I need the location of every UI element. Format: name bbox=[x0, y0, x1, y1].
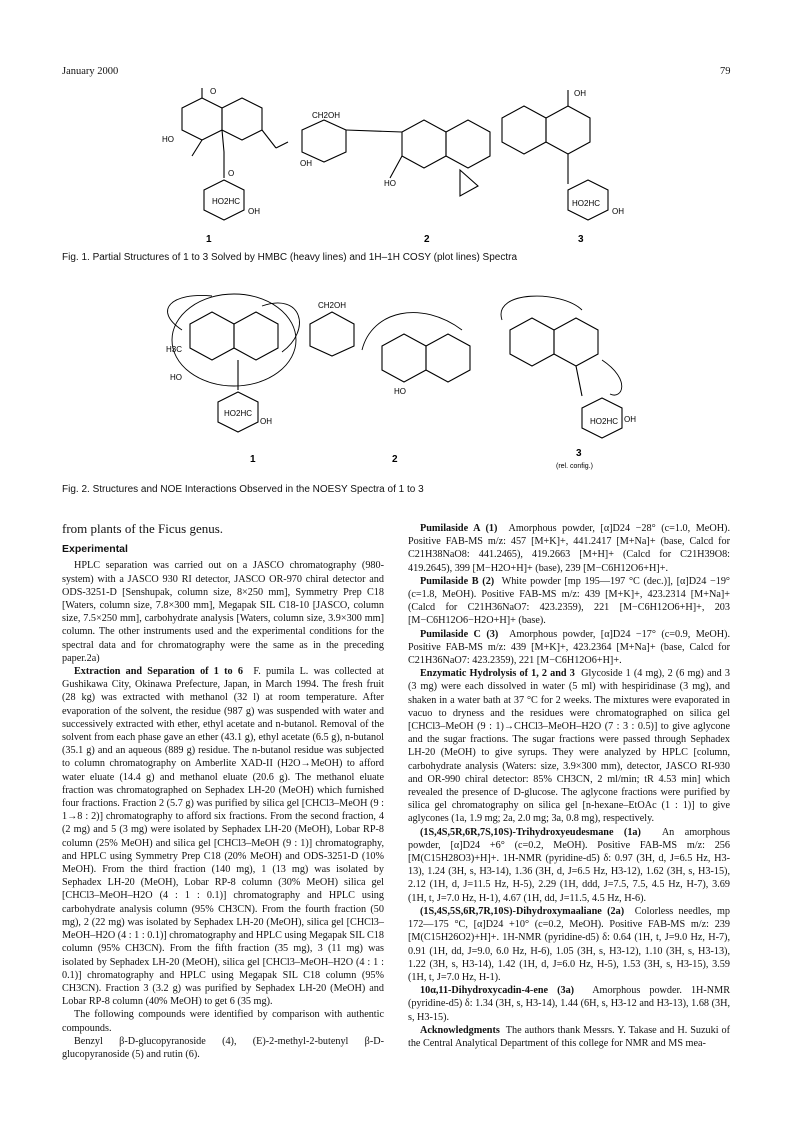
c1-label-oh: O bbox=[210, 87, 217, 96]
figure-1-caption: Fig. 1. Partial Structures of 1 to 3 Solved by HMBC (heavy lines) and 1H–1H COSY (plot lines) Spectra bbox=[62, 252, 518, 263]
f2-c1-label-oh: OH bbox=[260, 417, 272, 426]
compound-2a-text: Colorless needles, mp 172—175 °C, [α]D24 +10° (c=0.2, MeOH). Positive FAB-MS m/z: 239 [M(C15H26O2)+H]+. 1H-NMR (pyridine-d5) δ: 0.64 (1H, t, J=9.0 Hz, H-7), 0.91 (1H, dd, J=9.0, 6.0 Hz, H-6), 1.05 (3H, s, H3-12), 1.10 (3H, s, H3-13), 1.22 (3H, s, H3-14), 1.42 (1H, d, J=6.0 Hz, H-5), 1.53 (3H, s, H3-15), 3.59 (1H, t, J=7.0 Hz, H-1). bbox=[408, 905, 730, 983]
fig2-rel-config: (rel. config.) bbox=[556, 463, 593, 470]
c1-label-o: O bbox=[228, 169, 235, 178]
extraction-paragraph: F. pumila L. was collected at Gushikawa City, Okinawa Prefecture, Japan, in March 1994. The fresh fruit (28 kg) was extracted with methanol (32 l) at room temperature. After evaporation of the solvent, the residue (987 g) was suspended with water and successively extracted with ether, ethyl acetate and n-butanol. Removal of the solvent from each phase gave an ether (43.1 g), ethyl acetate (6.5 g), n-butanol (35.1 g) and an aqueous (889 g) residue. The n-butanol residue was subjected to column chromatography on Amberlite XAD-II (H2O→MeOH) to afford water eluate (14.4 g) and methanol eluate (20.6 g). The methanol eluate fraction was chromatographed on Sephadex LH-20 (MeOH) which furnished four fractions. Fraction 2 (5.7 g) was purified by silica gel [CHCl3–MeOH (9 : 1→8 : 2)] chromatography to afford six fractions. From the second fraction, 4 (2 mg) and 5 (3 mg) were isolated by Sephadex LH-20 (MeOH), Lobar RP-8 column (25% MeOH) and silica gel [CHCl3–MeOH (9 : 1)] chromatography, and HPLC using Symmetry Prep C18 (20% MeOH) and ODS-3251-D (10% MeOH). From the third fraction (140 mg), 1 (13 mg) was isolated by Sephadex LH-20 (MeOH), Lobar RP-8 column (30% MeOH) silica gel [CHCl3–MeOH–H2O (4 : 1 : 0.1)] chromatography and HPLC using carbohydrate analysis column (95% CH3CN). From the fourth fraction (50 mg), 2 (22 mg) was isolated by Sephadex LH-20 (MeOH), silica gel [CHCl3–MeOH–H2O (4 : 1 : 0.1)] chromatography and HPLC using Megapak SIL C18 column (95% CH3CN). From the fifth fraction (35 mg), 3 (11 mg) was isolated by Sephadex LH-20 (MeOH), silica gel [CHCl3–MeOH–H2O (4 : 1 : 0.1)] chromatography and HPLC using Megapak SIL C18 column (95% CH3CN). Fraction 3 (3.2 g) was purified by Sephadex LH-20 (MeOH) and Lobar RP-8 column (40% MeOH) to get 6 (35 mg). bbox=[62, 666, 384, 1008]
fig1-label-2: 2 bbox=[424, 234, 430, 245]
right-column bbox=[408, 522, 730, 1050]
f2-c3-label-ho2hc: HO2HC bbox=[590, 417, 619, 426]
compound-2a-heading: (1S,4S,5S,6R,7R,10S)-Dihydroxymaaliane (2a) bbox=[420, 905, 625, 917]
pumilaside-a-heading: Pumilaside A (1) bbox=[420, 523, 498, 534]
figure-1 bbox=[62, 86, 732, 248]
compound-1a-heading: (1S,4S,5R,6R,7S,10S)-Trihydroxyeudesmane (1a) bbox=[420, 826, 641, 838]
figure-1-structures bbox=[62, 86, 732, 248]
c3-label-oh: OH bbox=[574, 89, 586, 98]
pumilaside-b-text: White powder [mp 195—197 °C (dec.)], [α]D24 −19° (c=1.8, MeOH). Positive FAB-MS m/z: 439 [M+K]+, 423.2314 [M+Na]+ (Calcd for C21H36NaO7: 423.2359), 221 [M−C6H12O6+H]+, 203 [M−C6H12O6−H2O+H]+ (base). bbox=[408, 575, 730, 627]
c2-sugar-ring bbox=[302, 120, 346, 162]
c2-label-oh: OH bbox=[300, 159, 312, 168]
benzyl-paragraph: Benzyl β-D-glucopyranoside (4), (E)-2-methyl-2-butenyl β-D-glucopyranoside (5) and rutin (6). bbox=[62, 1035, 384, 1060]
figure-2 bbox=[62, 290, 732, 472]
enzymatic-heading: Enzymatic Hydrolysis of 1, 2 and 3 bbox=[420, 668, 575, 680]
extraction-heading: Extraction and Separation of 1 to 6 bbox=[74, 666, 243, 678]
page-number: 79 bbox=[720, 66, 731, 77]
c2-label-ch2oh: CH2OH bbox=[312, 111, 341, 120]
acknowledgments-heading: Acknowledgments bbox=[420, 1024, 500, 1036]
fig2-label-1: 1 bbox=[250, 454, 256, 465]
c3-label-ho2hc: HO2HC bbox=[572, 199, 601, 208]
acknowledgments-text: The authors thank Messrs. Y. Takase and H. Suzuki of the Central Analytical Department of this college for NMR and MS mea- bbox=[408, 1024, 731, 1049]
fig2-label-3: 3 bbox=[576, 448, 582, 459]
f2-c1-label-ho: HO bbox=[170, 373, 182, 382]
c3-ring-b bbox=[546, 106, 590, 154]
f2-c1-label-h3c: H3C bbox=[166, 345, 183, 354]
c2-label-ho: HO bbox=[384, 179, 396, 188]
f2-c3-label-oh: OH bbox=[624, 415, 636, 424]
c2-ring-b bbox=[446, 120, 490, 168]
c3-ring-a bbox=[502, 106, 546, 154]
f2-c1-label-ho2hc: HO2HC bbox=[224, 409, 253, 418]
c1-label-ho: HO bbox=[162, 135, 174, 144]
figure-2-structures bbox=[62, 290, 732, 472]
compound-3a-heading: 10α,11-Dihydroxycadin-4-ene (3a) bbox=[420, 985, 575, 997]
running-header-date: January 2000 bbox=[62, 66, 119, 77]
c1-ring-b bbox=[222, 98, 262, 140]
f2-c2-label-ch2oh: CH2OH bbox=[318, 301, 347, 310]
left-column bbox=[62, 522, 384, 1061]
pumilaside-b-heading: Pumilaside B (2) bbox=[420, 575, 495, 587]
c1-ring-a bbox=[182, 98, 222, 140]
c2-ring-a bbox=[402, 120, 446, 168]
lead-sentence: from plants of the Ficus genus. bbox=[62, 521, 224, 536]
compounds-paragraph: The following compounds were identified by comparison with authentic compounds. bbox=[62, 1009, 384, 1034]
experimental-heading: Experimental bbox=[62, 543, 128, 556]
pumilaside-a-text: Amorphous powder, [α]D24 −28° (c=1.0, MeOH). Positive FAB-MS m/z: 457 [M+K]+, 441.2417 [M+Na]+ (base, Calcd for C21H38NaO8: 441.2465), 419.2663 [M+H]+ (Calcd for C21H39O8: 419.2645), 399 [M−H2O+H]+ (base), 239 [M−C6H12O6+H]+. bbox=[408, 523, 730, 574]
pumilaside-c-text: Amorphous powder, [α]D24 −17° (c=0.9, MeOH). Positive FAB-MS m/z: 439 [M+K]+, 423.2364 [M+Na]+ (base, Calcd for C21H36NaO7: 423.2359), 221 [M−C6H12O6+H]+. bbox=[408, 628, 730, 667]
c1-label-oh2: OH bbox=[248, 207, 260, 216]
experimental-paragraph: HPLC separation was carried out on a JASCO chromatography (980-system) with a JASCO 930 RI detector, JASCO OR-970 chiral detector and ODS-3251-D [Senshupak, column size, 8×250 mm], Symmetry Prep C18 [Waters, column size, 7.8×300 mm], Megapak SIL C18-10 [JASCO, column size, 7.5×250 mm], carbohydrate analysis [Waters, column size, 3.9×300 mm] column. The other instruments used and the experimental conditions for the spectral data and for chromatography were the same as in the preceding paper.2a) bbox=[62, 560, 384, 664]
compound-1a-text: An amorphous powder, [α]D24 +6° (c=0.2, MeOH). Positive FAB-MS m/z: 256 [M(C15H28O3)+H]+. 1H-NMR (pyridine-d5) δ: 0.97 (3H, d, J=6.5 Hz, H3-13), 1.24 (3H, s, H3-14), 1.36 (3H, d, J=6.5 Hz, H3-12), 1.62 (3H, s, H3-15), 2.12 (1H, d, J=11.5 Hz, H-5), 2.29 (1H, ddd, J=7.5, 7.5, 4.5 Hz, H-7), 3.69 (1H, t, J=7.0 Hz, H-1), 4.67 (1H, dd, J=11.5, 4.5 Hz, H-6). bbox=[408, 826, 730, 904]
fig2-label-2: 2 bbox=[392, 454, 398, 465]
compound-3a-text: Amorphous powder. 1H-NMR (pyridine-d5) δ: 1.34 (3H, s, H3-14), 1.44 (6H, s, H3-12 and H3-13), 1.68 (3H, s, H3-15). bbox=[408, 985, 731, 1023]
c3-label-oh2: OH bbox=[612, 207, 624, 216]
enzymatic-text: Glycoside 1 (4 mg), 2 (6 mg) and 3 (3 mg) were each dissolved in water (5 ml) with hespiridinase (3 mg), and shaken in a water bath at 37 °C for 2 weeks. The mixtures were evaporated in vacuo to dryness and the residues were chromatographed on silica gel [CHCl3–MeOH (9 : 1)→CHCl3–MeOH–H2O (7 : 3 : 0.5)] to give aglycone and the sugar fractions. The sugar fractions were passed through Sephadex LH-20 (MeOH) to give syrups. They were analyzed by HPLC [column, carbohydrate analysis (Waters: size, 3.9×300 mm), detector, JASCO RI-930 and OR-990 chiral detector: 85% CH3CN, 2 ml/min; tR 4.53 min] which revealed the presence of D-glucose. The aglycone fractions were purified by silica gel chromatography on silica gel [n-hexane–EtOAc (1 : 1)] to give aglycones (1a, 1.9 mg; 2a, 2.0 mg; 3a, 0.8 mg), respectively. bbox=[408, 668, 730, 825]
pumilaside-c-heading: Pumilaside C (3) bbox=[420, 628, 499, 640]
c1-label-ho2hc: HO2HC bbox=[212, 197, 241, 206]
f2-c2-label-ho: HO bbox=[394, 387, 406, 396]
fig1-label-1: 1 bbox=[206, 234, 212, 245]
fig1-label-3: 3 bbox=[578, 234, 584, 245]
figure-2-caption: Fig. 2. Structures and NOE Interactions Observed in the NOESY Spectra of 1 to 3 bbox=[62, 484, 424, 495]
